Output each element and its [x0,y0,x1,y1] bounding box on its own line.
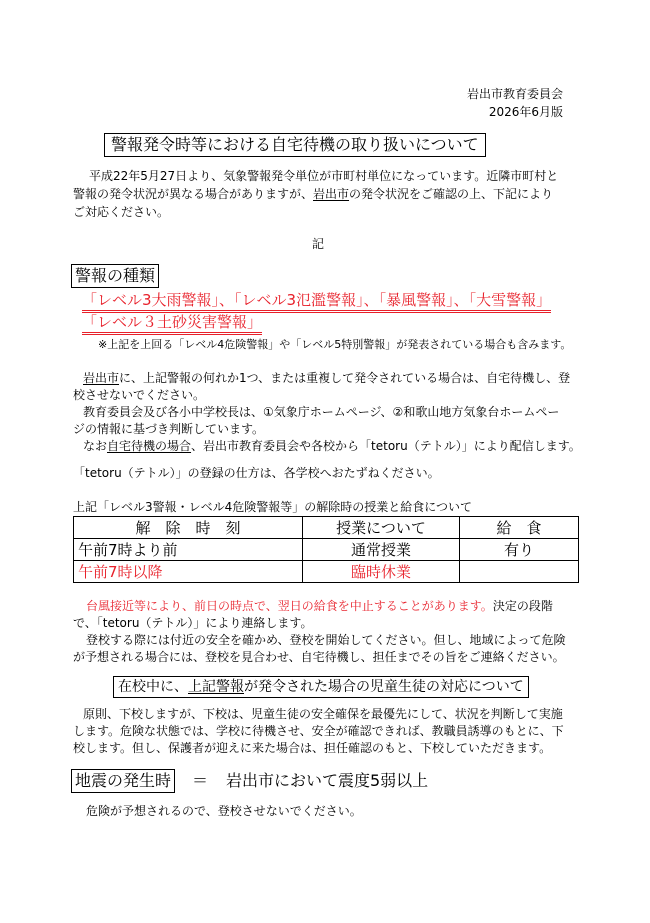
typhoon-line-3: 登校する際には付近の安全を確かめ、登校を開始してください。但し、地域によって危険 [86,633,566,647]
header-release-time: 解 除 時 刻 [74,517,303,539]
earthquake-condition: 岩出市において震度5弱以上 [226,771,429,790]
at-school-line-3: 校します。但し、保護者が迎えに来た場合は、担任確認のもと、下校していただきます。 [73,741,552,755]
row-lunch [460,561,579,583]
body-p2-line-1: 教育委員会及び各小中学校長は、①気象庁ホームページ、②和歌山地方気象台ホームペー [83,405,560,419]
table-header-row [74,517,579,539]
issue-date: 2026年6月版 [488,105,563,119]
earthquake-equals: ＝ [192,771,209,790]
warning-list-line-2: 「レベル３土砂災害警報」 [82,312,262,335]
document-title: 警報発令時等における自宅待機の取り扱いについて [104,133,486,157]
intro-line-1: 平成22年5月27日より、気象警報発令単位が市町村単位になっています。近隣市町村と [89,169,559,183]
intro-line-2: 警報の発令状況が異なる場合がありますが、岩出市の発令状況をご確認の上、下記により [73,187,554,201]
typhoon-line-1: 台風接近等により、前日の時点で、翌日の給食を中止することがあります。決定の段階 [86,599,553,613]
typhoon-line-4: が予想される場合には、登校を見合わせ、自宅待機し、担任までその旨をご連絡ください。 [73,650,565,664]
at-school-heading: 在校中に、上記警報が発令された場合の児童生徒の対応について [113,676,529,698]
row-time: 午前7時以降 [74,561,303,583]
header-lunch: 給 食 [460,517,579,539]
body-p1-line-1: 岩出市に、上記警報の何れか1つ、または重複して発令されている場合は、自宅待機し、登 [83,371,571,385]
table-row [74,561,579,583]
at-school-line-2: します。危険な状態では、学校に待機させ、安全が確認できれば、教職員誘導のもとに、下 [73,724,564,738]
schedule-table [73,516,579,583]
ki-label: 記 [312,237,325,251]
row-classes: 通常授業 [303,539,460,561]
warnings-heading: 警報の種類 [71,264,159,288]
earthquake-heading: 地震の発生時 [71,769,175,793]
row-classes: 臨時休業 [303,561,460,583]
typhoon-line-2: で、「tetoru（テトル）」により連絡します。 [73,616,313,630]
earthquake-note: 危険が予想されるので、登校させないでください。 [86,804,362,818]
row-time: 午前7時より前 [74,539,303,561]
warning-list-line-1: 「レベル3大雨警報」、「レベル3氾濫警報」、「暴風警報」、「大雪警報」 [82,290,551,313]
row-lunch: 有り [460,539,579,561]
warnings-note: ※上記を上回る「レベル4危険警報」や「レベル5特別警報」が発表されている場合も含みます。 [98,338,572,351]
body-p2-line-2: ジの情報に基づき判断しています。 [73,422,265,436]
body-p1-line-2: 校させないでください。 [73,388,206,402]
at-school-line-1: 原則、下校しますが、下校は、児童生徒の安全確保を最優先にして、状況を判断して実施 [83,707,563,721]
body-p4: 「tetoru（テトル）」の登録の仕方は、各学校へおたずねください。 [73,466,440,480]
body-p3: なお自宅待機の場合、岩出市教育委員会や各校から「tetoru（テトル）」により配信します。 [83,439,581,453]
schedule-caption: 上記「レベル3警報・レベル4危険警報等」の解除時の授業と給食について [73,500,473,514]
header-classes: 授業について [303,517,460,539]
intro-line-3: ご対応ください。 [73,205,170,219]
table-row [74,539,579,561]
issuer: 岩出市教育委員会 [466,87,563,101]
